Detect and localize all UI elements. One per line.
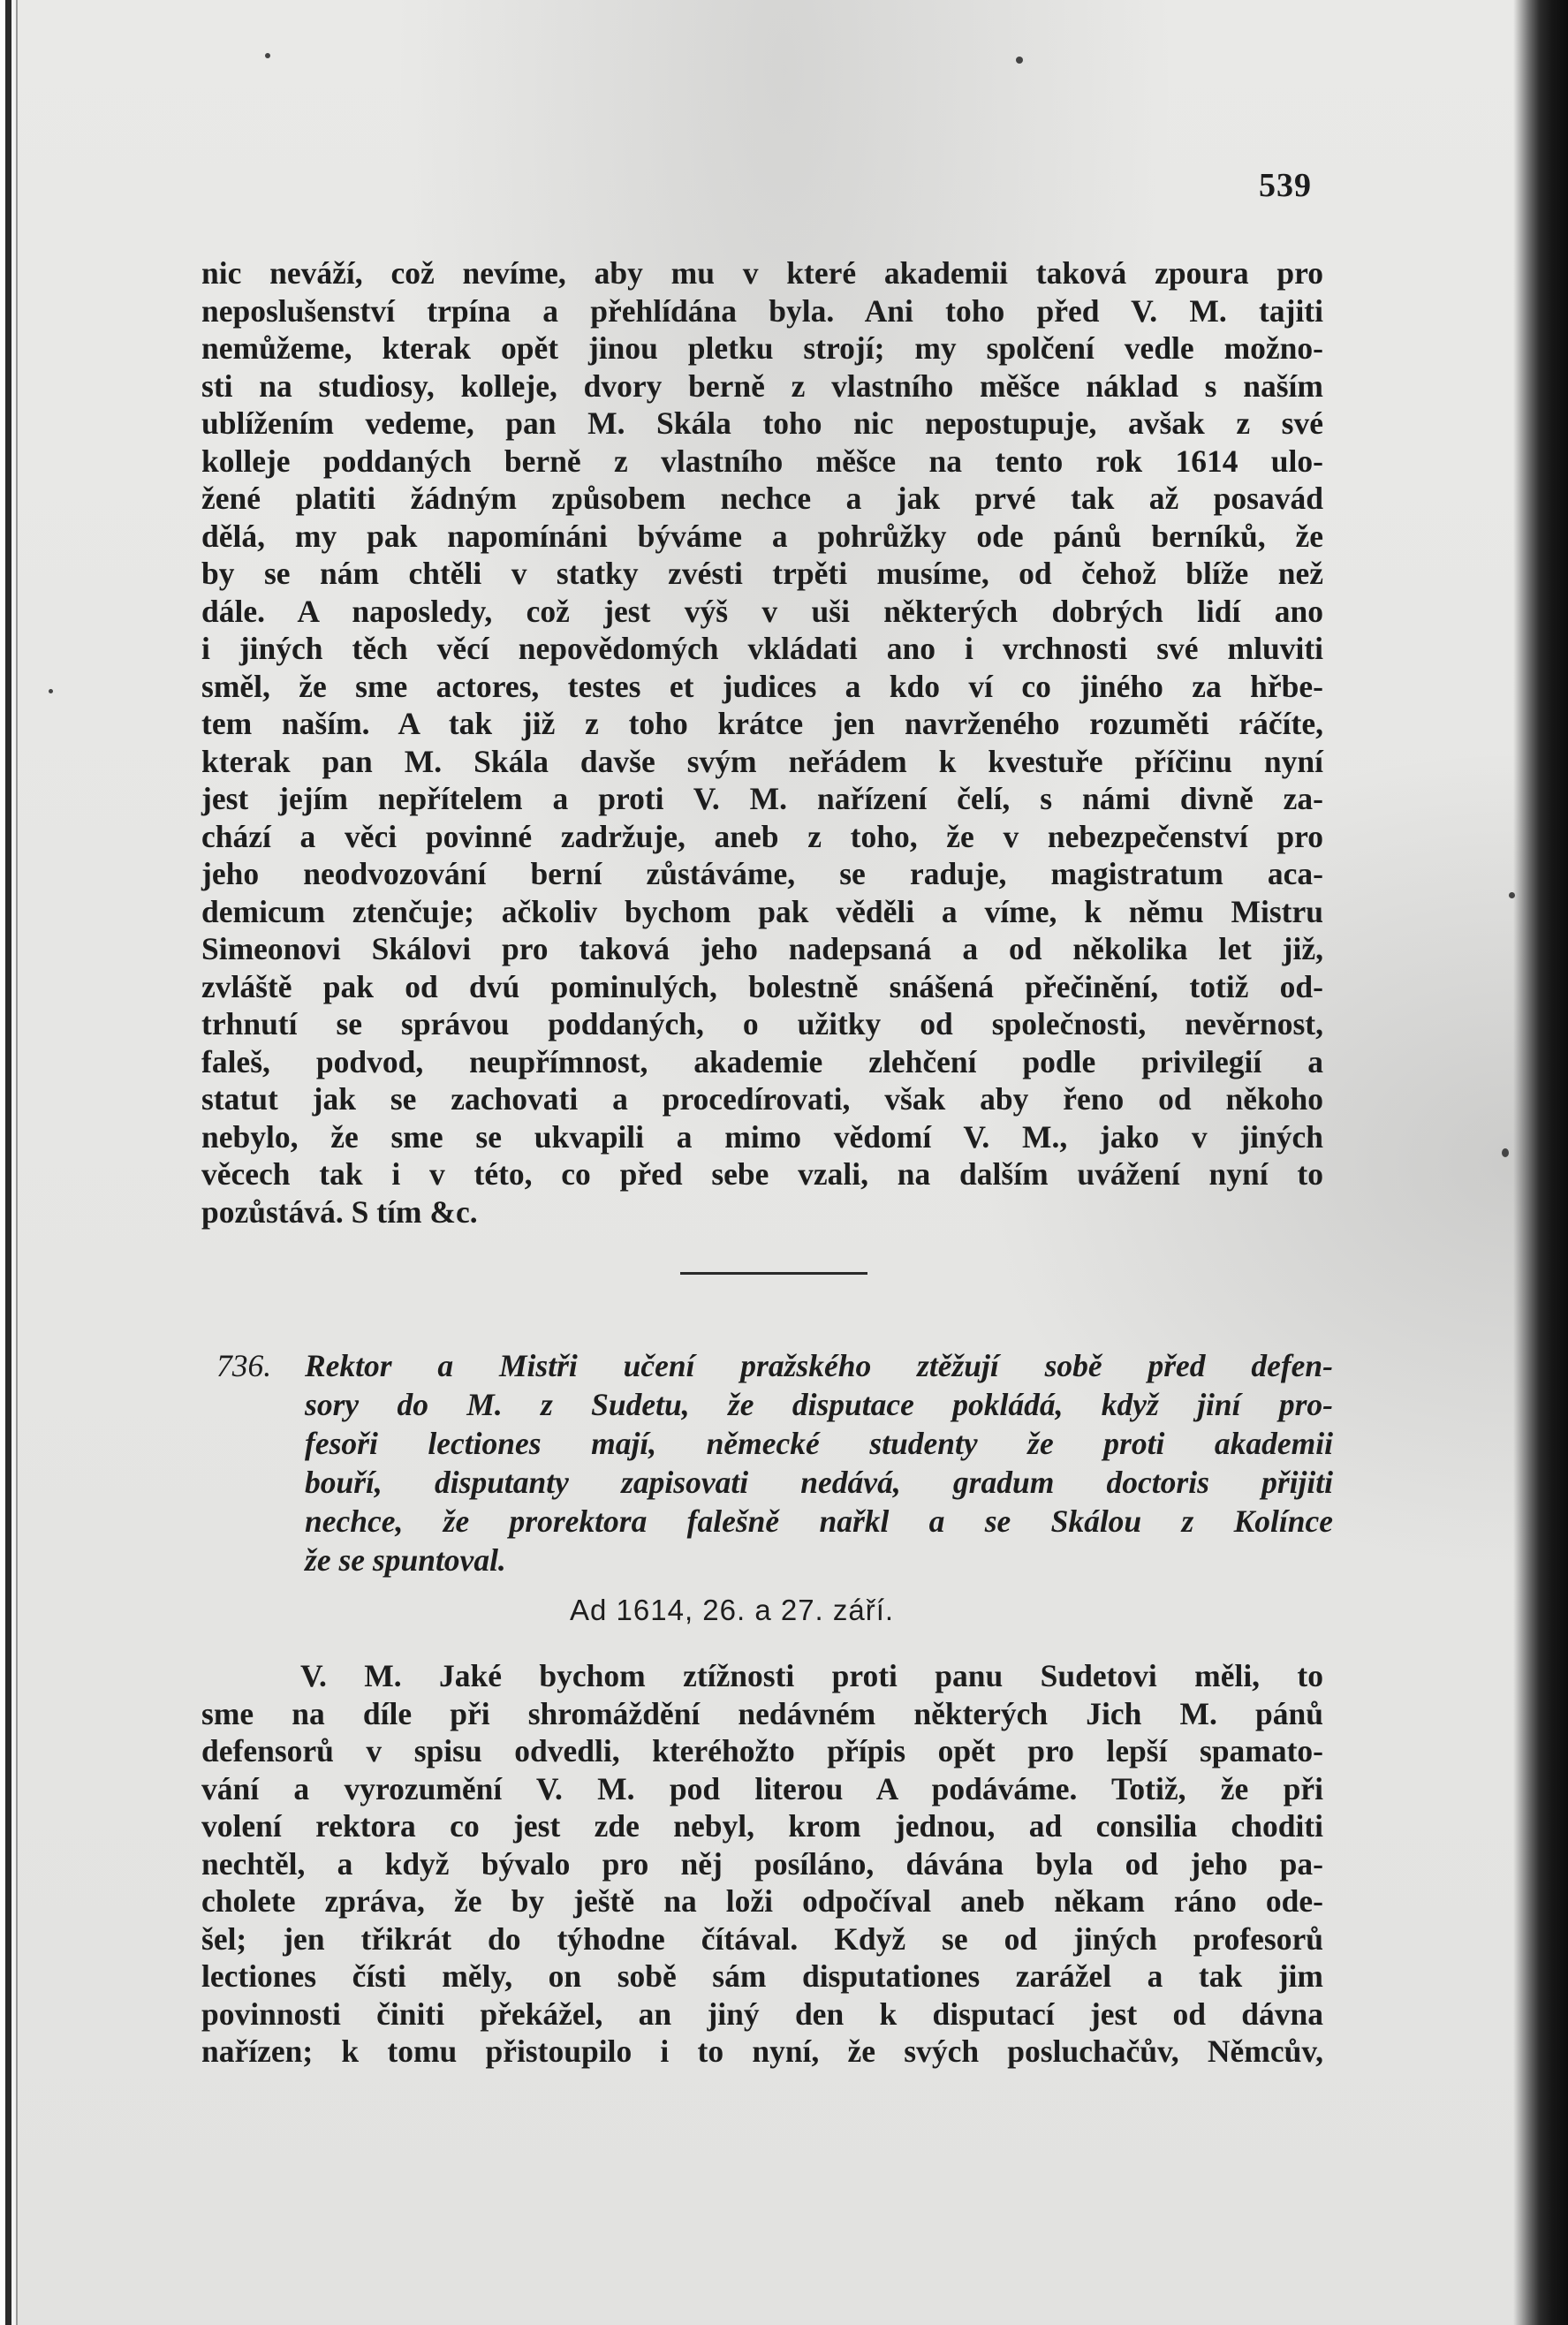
speck bbox=[1502, 1148, 1509, 1157]
entry-number: 736. bbox=[216, 1348, 272, 1383]
page-edge-right bbox=[1513, 0, 1568, 2325]
heading-line: fesoři lectiones mají, německé studenty že proti akademii bbox=[305, 1426, 1333, 1461]
text-line: povinnosti činiti překážel, an jiný den k disputací jest od dávna bbox=[201, 1996, 1323, 2032]
text-line: ublížením vedeme, pan M. Skála toho nic nepostupuje, avšak z své bbox=[201, 405, 1323, 441]
heading-line: Rektor a Mistři učení pražského ztěžují sobě před defen- bbox=[305, 1348, 1333, 1383]
text-line: jest jejím nepřítelem a proti V. M. nařízení čelí, s námi divně za- bbox=[201, 781, 1323, 816]
text-line: nařízen; k tomu přistoupilo i to nyní, že svých posluchačův, Němcův, bbox=[201, 2033, 1323, 2069]
text-line: věcech tak i v této, co před sebe vzali, na dalším uvážení nyní to bbox=[201, 1156, 1323, 1192]
text-line: zvláště pak od dvú pominulých, bolestně snášená přečinění, totiž od- bbox=[201, 968, 1323, 1004]
text-line: faleš, podvod, neupřímnost, akademie zlehčení podle privilegií a bbox=[201, 1043, 1323, 1079]
text-line: tem naším. A tak již z toho krátce jen navrženého rozuměti ráčíte, bbox=[201, 706, 1323, 741]
heading-line: že se spuntoval. bbox=[305, 1542, 506, 1578]
text-line: nebylo, že sme se ukvapili a mimo vědomí V. M., jako v jiných bbox=[201, 1118, 1323, 1155]
speck bbox=[1016, 57, 1023, 64]
speck bbox=[265, 53, 270, 58]
heading-line: sory do M. z Sudetu, že disputace pokládá, když jiní pro- bbox=[305, 1387, 1333, 1422]
text-line: jeho neodvozování berní zůstáváme, se raduje, magistratum aca- bbox=[201, 856, 1323, 891]
text-line: sti na studiosy, kolleje, dvory berně z vlastního měšce náklad s naším bbox=[201, 367, 1323, 404]
text-line: chází a věci povinné zadržuje, aneb z toho, že v nebezpečenství pro bbox=[201, 818, 1323, 854]
text-line: V. M. Jaké bychom ztížnosti proti panu Sudetovi měli, to bbox=[300, 1658, 1323, 1693]
entry-body bbox=[201, 1657, 1323, 2071]
text-line: cholete zpráva, že by ještě na loži odpočíval aneb někam ráno ode- bbox=[201, 1883, 1323, 1919]
heading-line: nechce, že prorektora falešně nařkl a se Skálou z Kolínce bbox=[305, 1503, 1333, 1539]
text-line: kolleje poddaných berně z vlastního měšce na tento rok 1614 ulo- bbox=[201, 443, 1323, 479]
text-line: šel; jen třikrát do týhodne čítával. Když se od jiných profesorů bbox=[201, 1920, 1323, 1957]
speck bbox=[1509, 892, 1515, 898]
text-line: lectiones čísti měly, on sobě sám disputationes zarážel a tak jim bbox=[201, 1958, 1323, 1994]
text-line: by se nám chtěli v statky zvésti trpěti musíme, od čehož blíže než bbox=[201, 556, 1323, 591]
text-line: statut jak se zachovati a procedírovati, však aby řeno od někoho bbox=[201, 1081, 1323, 1117]
section-divider bbox=[680, 1272, 867, 1275]
text-line: volení rektora co jest zde nebyl, krom jednou, ad consilia choditi bbox=[201, 1808, 1323, 1844]
text-line: sme na díle při shromáždění nedávném některých Jich M. pánů bbox=[201, 1695, 1323, 1731]
paragraph-continuation bbox=[201, 254, 1323, 1231]
text-line: pozůstává. S tím &c. bbox=[201, 1193, 478, 1230]
page-edge-left bbox=[0, 0, 23, 2325]
entry-heading bbox=[216, 1346, 1333, 1579]
text-line: žené platiti žádným způsobem nechce a jak prvé tak až posavád bbox=[201, 481, 1323, 516]
text-line: Simeonovi Skálovi pro taková jeho nadepsaná a od několika let již, bbox=[201, 931, 1323, 966]
text-line: trhnutí se správou poddaných, o užitky od společnosti, nevěrnost, bbox=[201, 1006, 1323, 1041]
text-line: demicum ztenčuje; ačkoliv bychom pak věděli a víme, k němu Mistru bbox=[201, 893, 1323, 929]
text-line: vání a vyrozumění V. M. pod literou A podáváme. Totiž, že při bbox=[201, 1770, 1323, 1806]
text-line: dále. A naposledy, což jest výš v uši některých dobrých lidí ano bbox=[201, 593, 1323, 629]
heading-line: bouří, disputanty zapisovati nedává, gradum doctoris přijiti bbox=[305, 1465, 1333, 1500]
entry-date: Ad 1614, 26. a 27. září. bbox=[570, 1594, 895, 1626]
text-line: nic neváží, což nevíme, aby mu v které akademii taková zpoura pro bbox=[201, 255, 1323, 291]
text-line: defensorů v spisu odvedli, kteréhožto přípis opět pro lepší spamato- bbox=[201, 1733, 1323, 1768]
text-line: dělá, my pak napomínáni býváme a pohrůžky ode pánů berníků, že bbox=[201, 518, 1323, 554]
text-line: nechtěl, a když bývalo pro něj posíláno, dávána byla od jeho pa- bbox=[201, 1845, 1323, 1882]
text-line: kterak pan M. Skála davše svým neřádem k kvestuře příčinu nyní bbox=[201, 743, 1323, 779]
page-number: 539 bbox=[1259, 167, 1312, 204]
text-line: neposlušenství trpína a přehlídána byla. Ani toho před V. M. tajiti bbox=[201, 292, 1323, 329]
speck bbox=[49, 689, 53, 693]
text-line: i jiných těch věcí nepovědomých vkládati ano i vrchnosti své mluviti bbox=[201, 631, 1323, 666]
text-line: směl, že sme actores, testes et judices a kdo ví co jiného za hřbe- bbox=[201, 668, 1323, 704]
text-line: nemůžeme, kterak opět jinou pletku strojí; my spolčení vedle možno- bbox=[201, 330, 1323, 366]
